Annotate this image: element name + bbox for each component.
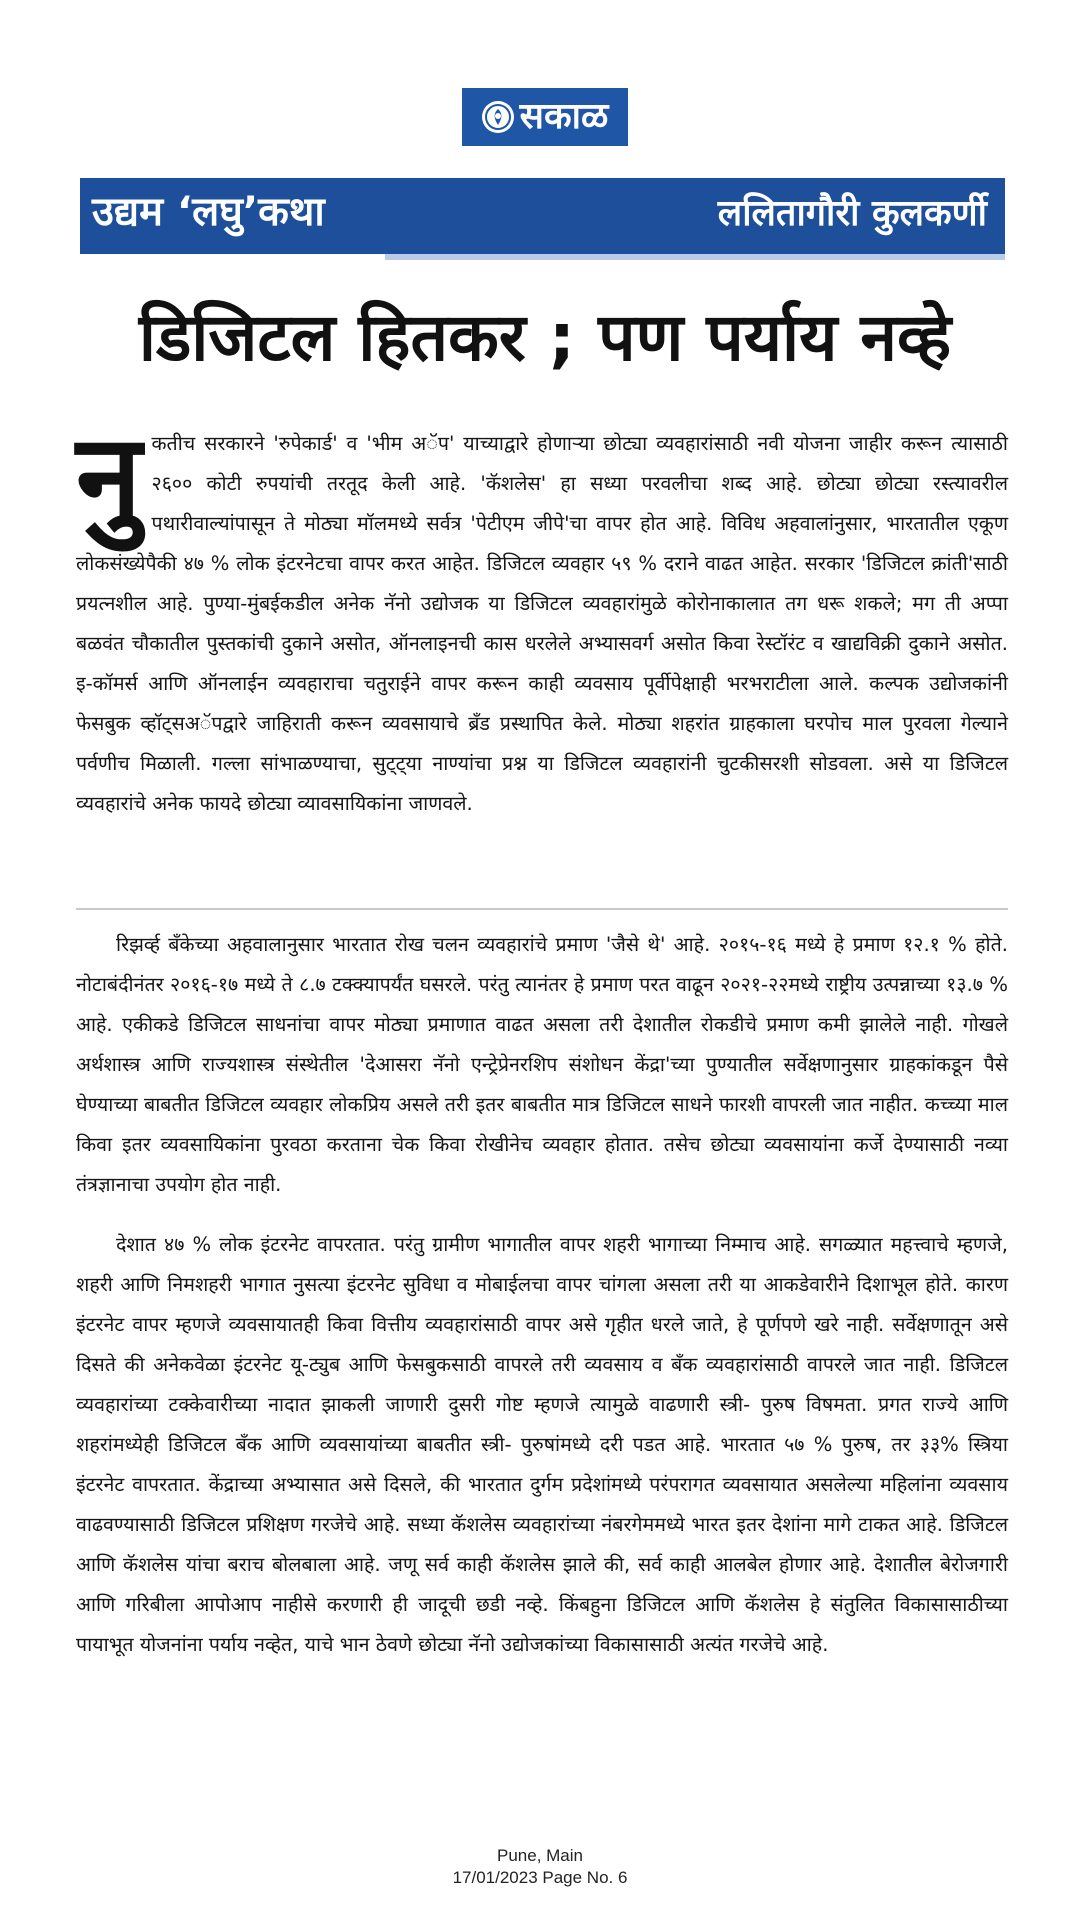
column-banner — [80, 178, 1005, 260]
sakal-logo — [462, 88, 628, 146]
paragraph-1-text: कतीच सरकारने 'रुपेकार्ड' व 'भीम अॅप' याच्याद्वारे होणाऱ्या छोट्या व्यवहारांसाठी नवी योजना जाहीर करून त्यासाठी २६०० कोटी रुपयांची तरतूद केली आहे. 'कॅशलेस' हा सध्या परवलीचा शब्द आहे. छोट्या छोट्या रस्त्यावरील पथारीवाल्यांपासून ते मोठ्या मॉलमध्ये सर्वत्र 'पेटीएम जीपे'चा वापर होत आहे. विविध अहवालांनुसार, भारतातील एकूण लोकसंख्येपैकी ४७ % लोक इंटरनेटचा वापर करत आहेत. डिजिटल व्यवहार ५९ % दराने वाढत आहेत. सरकार 'डिजिटल क्रांती'साठी प्रयत्नशील आहे. पुण्या-मुंबईकडील अनेक नॅनो उद्योजक या डिजिटल व्यवहारांमुळे कोरोनाकालात तग धरू शकले; मग ती अप्पा बळवंत चौकातील पुस्तकांची दुकाने असोत, ऑनलाइनची कास धरलेले अभ्यासवर्ग असोत किवा रेस्टॉरंट व खाद्यविक्री दुकाने असोत. इ-कॉमर्स आणि ऑनलाईन व्यवहाराचा चतुराईने वापर करून काही व्यवसाय पूर्वीपेक्षाही भरभराटीला आले. कल्पक उद्योजकांनी फेसबुक व्हॉट्सअॅपद्वारे जाहिराती करून व्यवसायाचे ब्रँड प्रस्थापित केले. मोठ्या शहरांत ग्राहकाला घरपोच माल पुरवला गेल्याने पर्वणीच मिळाली. गल्ला सांभाळण्याचा, सुट्ट्या नाण्यांचा प्रश्न या डिजिटल व्यवहारांनी चुटकीसरशी सोडवला. असे या डिजिटल व्यवहारांचे अनेक फायदे छोट्या व्यावसायिकांना जाणवले. — [76, 432, 1008, 815]
article-paragraph-2: रिझर्व्ह बँकेच्या अहवालानुसार भारतात रोख चलन व्यवहारांचे प्रमाण 'जैसे थे' आहे. २०१५-१६ मध्ये हे प्रमाण १२.१ % होते. नोटाबंदीनंतर २०१६-१७ मध्ये ते ८.७ टक्क्यापर्यंत घसरले. परंतु त्यानंतर हे प्रमाण परत वाढून २०२१-२२मध्ये राष्ट्रीय उत्पन्नाच्या १३.७ % आहे. एकीकडे डिजिटल साधनांचा वापर मोठ्या प्रमाणात वाढत असला तरी देशातील रोकडीचे प्रमाण कमी झालेले नाही. गोखले अर्थशास्त्र आणि राज्यशास्त्र संस्थेतील 'देआसरा नॅनो एन्ट्रेप्रेनरशिप संशोधन केंद्रा'च्या पुण्यातील सर्वेक्षणानुसार ग्राहकांकडून पैसे घेण्याच्या बाबतीत डिजिटल व्यवहार लोकप्रिय असले तरी इतर बाबतीत मात्र डिजिटल साधने फारशी वापरली जात नाहीत. कच्च्या माल किवा इतर व्यवसायिकांना पुरवठा करताना चेक किवा रोखीनेच व्यवहार होतात. तसेच छोट्या व्यवसायांना कर्जे देण्यासाठी नव्या तंत्रज्ञानाचा उपयोग होत नाही. — [76, 933, 1009, 1196]
column-title: उद्यम ‘लघु’कथा — [92, 189, 325, 235]
logo-text: सकाळ — [519, 96, 609, 137]
author-name: ललितागौरी कुलकर्णी — [717, 193, 987, 234]
edition-label: Pune, Main — [497, 1846, 583, 1865]
date-page-label: 17/01/2023 Page No. 6 — [452, 1868, 628, 1887]
headline: डिजिटल हितकर ; पण पर्याय नव्हे — [138, 299, 952, 376]
section-divider — [76, 908, 1008, 910]
article-paragraph-1 — [76, 408, 1008, 824]
sakal-emblem-icon — [482, 101, 514, 133]
article-paragraph-3: देशात ४७ % लोक इंटरनेट वापरतात. परंतु ग्रामीण भागातील वापर शहरी भागाच्या निम्माच आहे. सगळ्यात महत्त्वाचे म्हणजे, शहरी आणि निमशहरी भागात नुसत्या इंटरनेट सुविधा व मोबाईलचा वापर चांगला असला तरी या आकडेवारीने दिशाभूल होते. कारण इंटरनेट वापर म्हणजे व्यवसायातही किवा वित्तीय व्यवहारांसाठी वापर असे गृहीत धरले जाते, हे पूर्णपणे खरे नाही. सर्वेक्षणातून असे दिसते की अनेकवेळा इंटरनेट यू-ट्युब आणि फेसबुकसाठी वापरले तरी व्यवसाय व बँक व्यवहारांसाठी वापरले जात नाही. डिजिटल व्यवहारांच्या टक्केवारीच्या नादात झाकली जाणारी दुसरी गोष्ट म्हणजे त्यामुळे वाढणारी स्त्री- पुरुष विषमता. प्रगत राज्ये आणि शहरांमध्येही डिजिटल बँक आणि व्यवसायांच्या बाबतीत स्त्री- पुरुषांमध्ये दरी पडत आहे. भारतात ५७ % पुरुष, तर ३३% स्त्रिया इंटरनेट वापरतात. केंद्राच्या अभ्यासात असे दिसले, की भारतात दुर्गम प्रदेशांमध्ये परंपरागत व्यवसायात असलेल्या महिलांना व्यवसाय वाढवण्यासाठी डिजिटल प्रशिक्षण गरजेचे आहे. सध्या कॅशलेस व्यवहारांच्या नंबरगेममध्ये भारत इतर देशांना मागे टाकत आहे. डिजिटल आणि कॅशलेस यांचा बराच बोलबाला आहे. जणू सर्व काही कॅशलेस झाले की, सर्व काही आलबेल होणार आहे. देशातील बेरोजगारी आणि गरिबीला आपोआप नाहीसे करणारी ही जादूची छडी नव्हे. किंबहुना डिजिटल आणि कॅशलेस हे संतुलित विकासासाठीच्या पायाभूत योजनांना पर्याय नव्हेत, याचे भान ठेवणे छोट्या नॅनो उद्योजकांच्या विकासासाठी अत्यंत गरजेचे आहे. — [76, 1233, 1008, 1656]
banner-underline — [80, 254, 385, 260]
drop-cap: नु — [76, 408, 142, 546]
